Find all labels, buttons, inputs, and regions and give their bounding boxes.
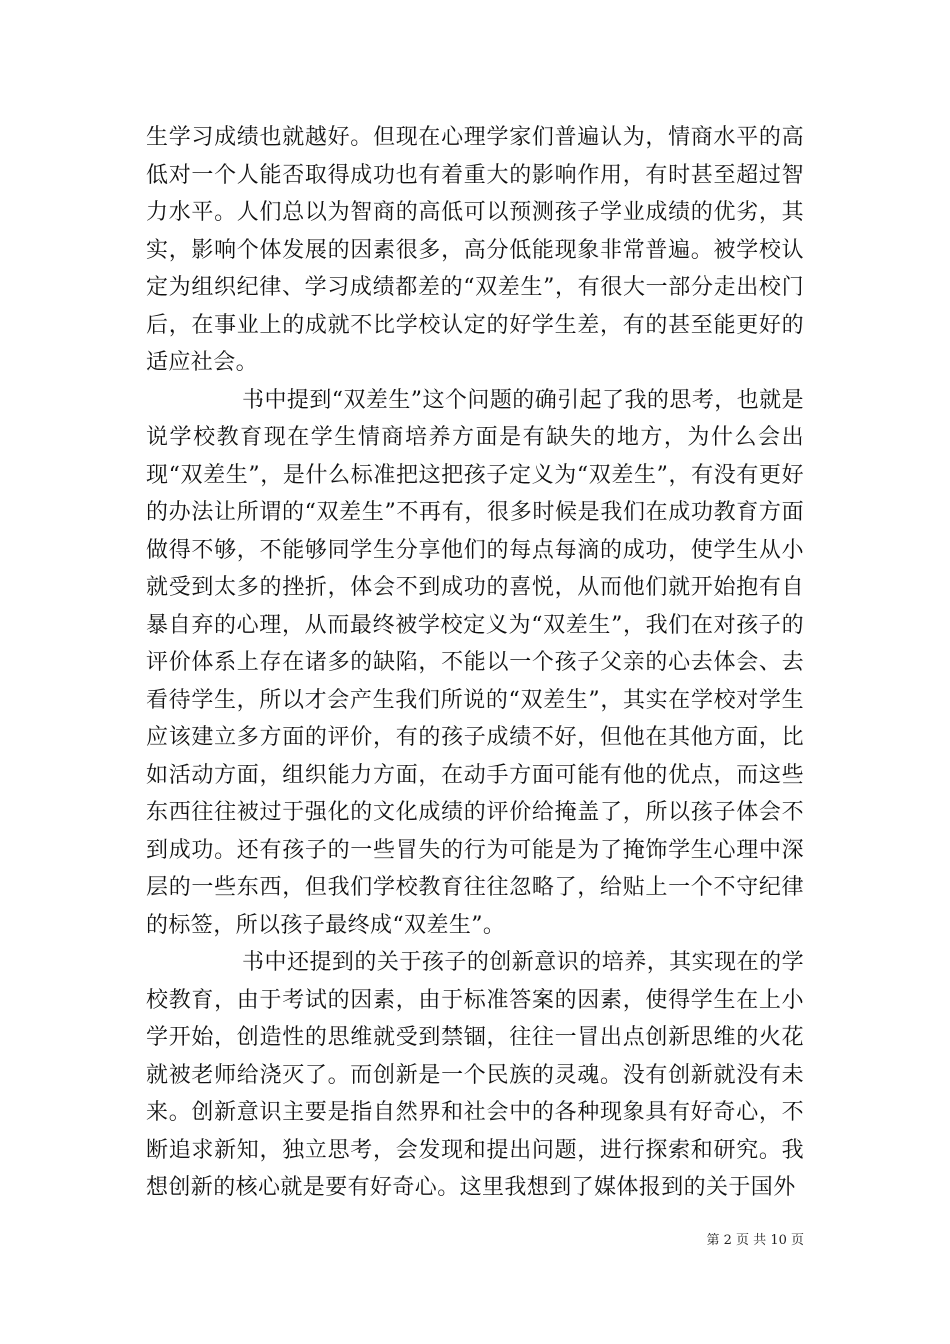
paragraph-3: 书中还提到的关于孩子的创新意识的培养，其实现在的学校教育，由于考试的因素，由于标准答案的因素，使得学生在上小学开始，创造性的思维就受到禁锢，往往一冒出点创新思维的火花就被老师给浇灭了。而创新是一个民族的灵魂。没有创新就没有未来。创新意识主要是指自然界和社会中的各种现象具有好奇心，不断追求新知，独立思考，会发现和提出问题，进行探索和研究。我想创新的核心就是要有好奇心。这里我想到了媒体报到的关于国外 [146, 950, 804, 1200]
paragraph-2: 书中提到“双差生”这个问题的确引起了我的思考，也就是说学校教育现在学生情商培养方面是有缺失的地方，为什么会出现“双差生”，是什么标准把这把孩子定义为“双差生”，有没有更好的办法让所谓的“双差生”不再有，很多时候是我们在成功教育方面做得不够，不能够同学生分享他们的每点每滴的成功，使学生从小就受到太多的挫折，体会不到成功的喜悦，从而他们就开始抱有自暴自弃的心理，从而最终被学校定义为“双差生”，我们在对孩子的评价体系上存在诸多的缺陷，不能以一个孩子父亲的心去体会、去看待学生，所以才会产生我们所说的“双差生”，其实在学校对学生应该建立多方面的评价，有的孩子成绩不好，但他在其他方面，比如活动方面，组织能力方面，在动手方面可能有他的优点，而这些东西往往被过于强化的文化成绩的评价给掩盖了，所以孩子体会不到成功。还有孩子的一些冒失的行为可能是为了掩饰学生心理中深层的一些东西，但我们学校教育往往忽略了，给贴上一个不守纪律的标签，所以孩子最终成“双差生”。 [146, 387, 804, 938]
page-number-footer: 第 2 页 共 10 页 [706, 1233, 804, 1248]
document-body [146, 119, 804, 1207]
paragraph-1: 生学习成绩也就越好。但现在心理学家们普遍认为，情商水平的高低对一个人能否取得成功也有着重大的影响作用，有时甚至超过智力水平。人们总以为智商的高低可以预测孩子学业成绩的优劣，其实，影响个体发展的因素很多，高分低能现象非常普遍。被学校认定为组织纪律、学习成绩都差的“双差生”，有很大一部分走出校门后，在事业上的成就不比学校认定的好学生差，有的甚至能更好的适应社会。 [146, 125, 804, 375]
